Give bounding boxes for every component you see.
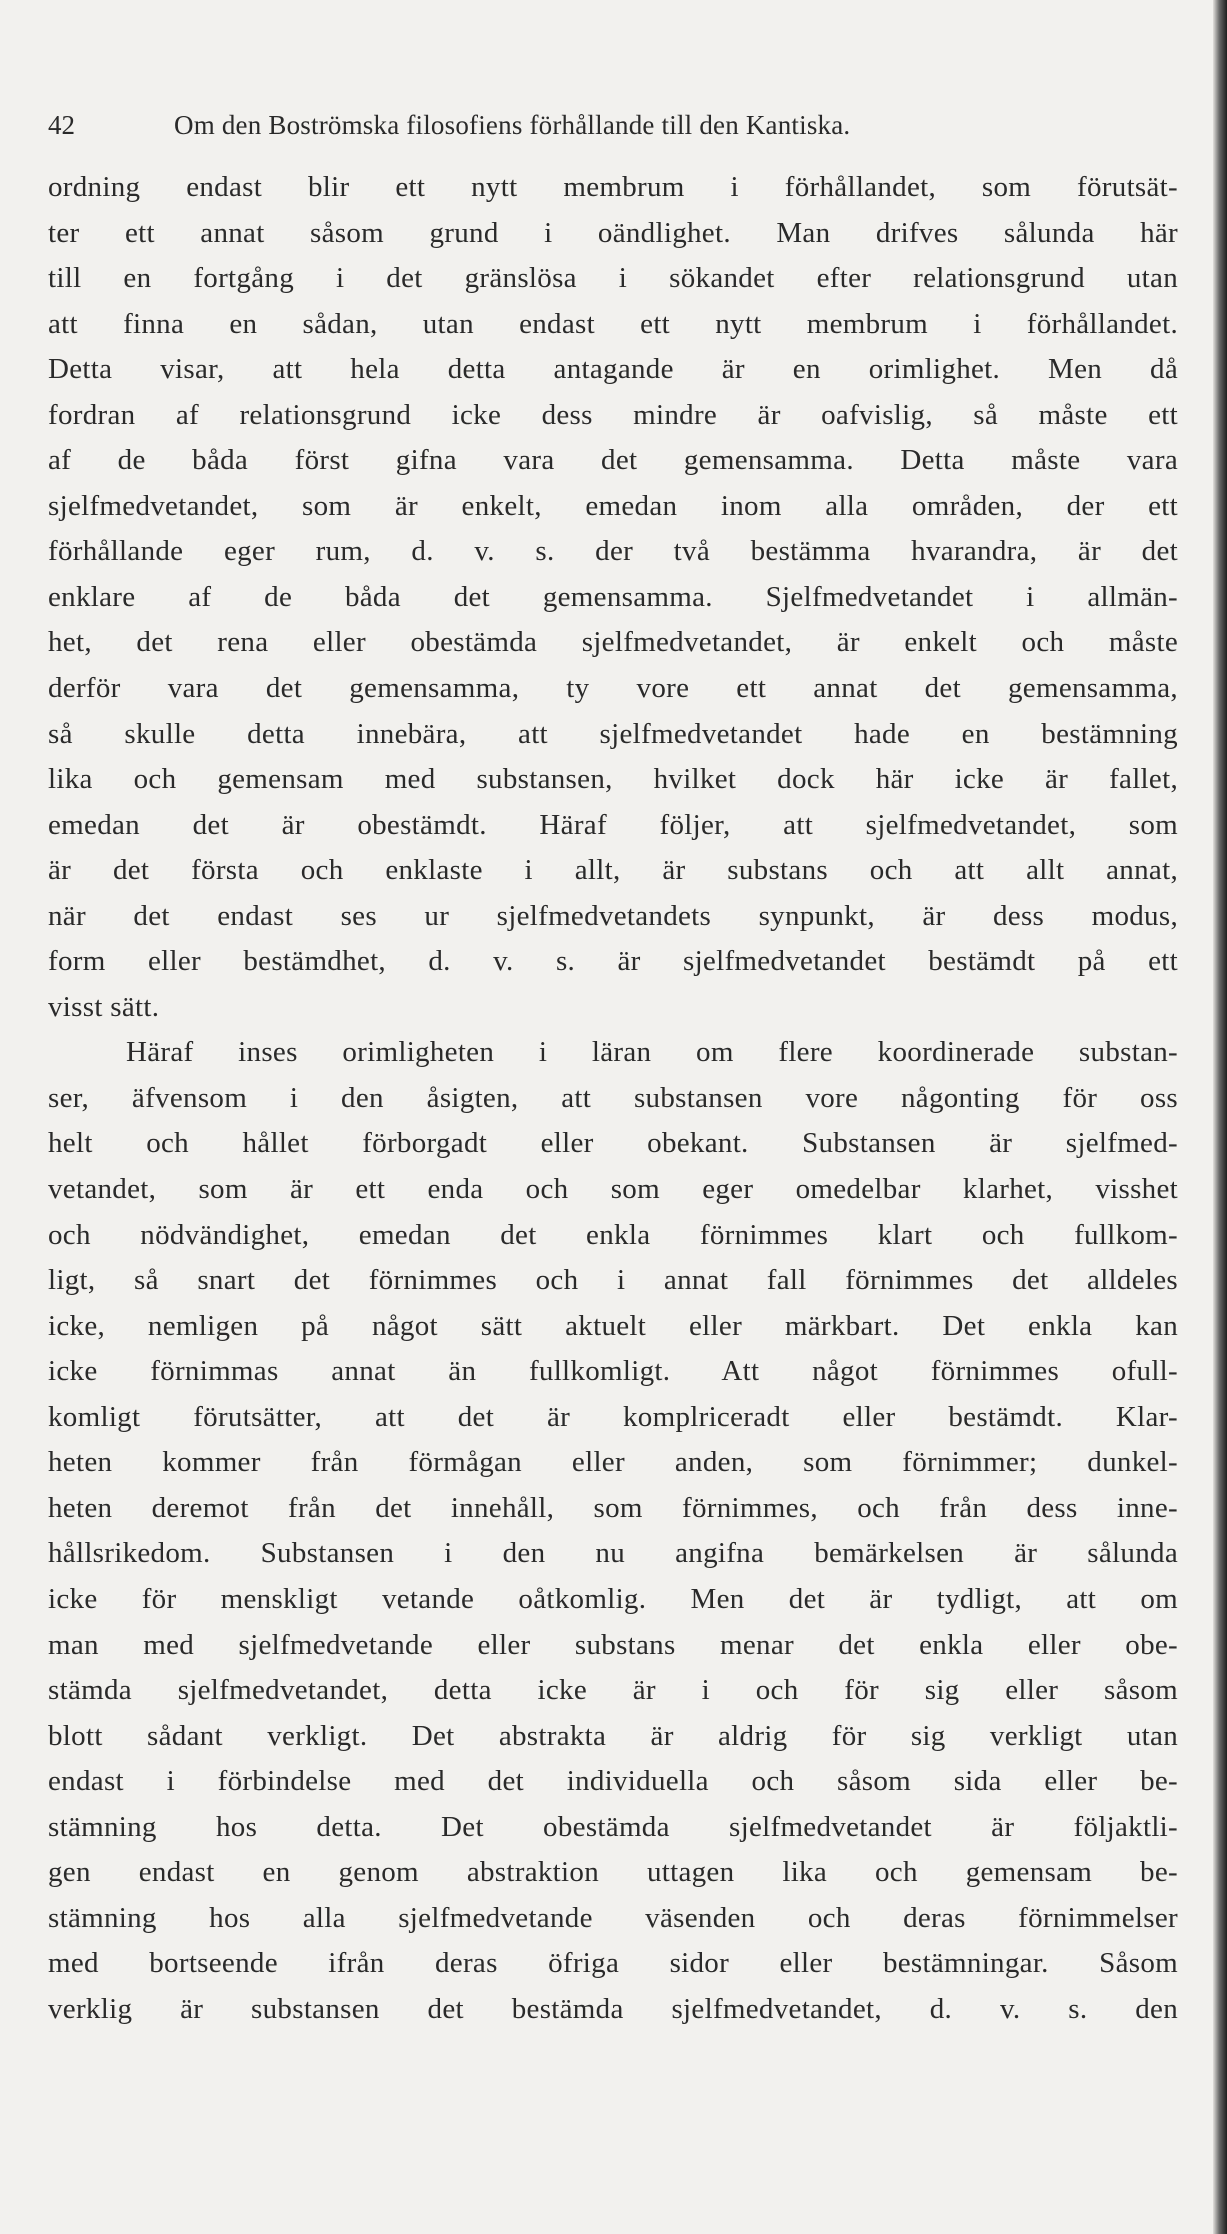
text-line: icke för menskligt vetande oåtkomlig. Men det är tydligt, att om bbox=[48, 1582, 1178, 1615]
text-line: af de båda först gifna vara det gemensamma. Detta måste vara bbox=[48, 444, 1178, 477]
text-line: när det endast ses ur sjelfmedvetandets synpunkt, är dess modus, bbox=[48, 899, 1178, 932]
text-line: gen endast en genom abstraktion uttagen lika och gemensam be- bbox=[48, 1856, 1178, 1889]
text-line: het, det rena eller obestämda sjelfmedvetandet, är enkelt och måste bbox=[48, 626, 1178, 659]
text-line: emedan det är obestämdt. Häraf följer, att sjelfmedvetandet, som bbox=[48, 808, 1178, 841]
text-line: ordning endast blir ett nytt membrum i förhållandet, som förutsät- bbox=[48, 171, 1178, 203]
text-line: stämning hos detta. Det obestämda sjelfmedvetandet är följaktli- bbox=[48, 1810, 1178, 1843]
text-line: helt och hållet förborgadt eller obekant. Substansen är sjelfmed- bbox=[48, 1127, 1178, 1160]
text-line: icke förnimmas annat än fullkomligt. Att något förnimmes ofull- bbox=[48, 1355, 1178, 1388]
text-line: förhållande eger rum, d. v. s. der två bestämma hvarandra, är det bbox=[48, 535, 1178, 568]
text-line: stämda sjelfmedvetandet, detta icke är i och för sig eller såsom bbox=[48, 1674, 1178, 1707]
text-line: och nödvändighet, emedan det enkla förnimmes klart och fullkom- bbox=[48, 1218, 1178, 1251]
text-line: till en fortgång i det gränslösa i sökandet efter relationsgrund utan bbox=[48, 262, 1178, 295]
paragraph-end-line: visst sätt. bbox=[48, 990, 160, 1023]
body-text bbox=[48, 165, 1178, 2032]
running-head-title: Om den Boströmska filosofiens förhållande till den Kantiska. bbox=[174, 110, 851, 140]
text-line: hållsrikedom. Substansen i den nu angifna bemärkelsen är sålunda bbox=[48, 1537, 1178, 1570]
book-page bbox=[48, 0, 1178, 2032]
text-line: ter ett annat såsom grund i oändlighet. Man drifves sålunda här bbox=[48, 216, 1178, 249]
page-number: 42 bbox=[48, 110, 75, 140]
text-line: verklig är substansen det bestämda sjelfmedvetandet, d. v. s. den bbox=[48, 1992, 1178, 2025]
page-edge-shadow bbox=[1213, 0, 1227, 2234]
text-line: ser, äfvensom i den åsigten, att substansen vore någonting för oss bbox=[48, 1081, 1178, 1114]
text-line: stämning hos alla sjelfmedvetande väsenden och deras förnimmelser bbox=[48, 1901, 1178, 1934]
text-line: med bortseende ifrån deras öfriga sidor eller bestämningar. Såsom bbox=[48, 1947, 1178, 1980]
text-line: man med sjelfmedvetande eller substans menar det enkla eller obe- bbox=[48, 1628, 1178, 1661]
text-line: att finna en sådan, utan endast ett nytt membrum i förhållandet. bbox=[48, 307, 1178, 340]
text-line: är det första och enklaste i allt, är substans och att allt annat, bbox=[48, 854, 1178, 887]
text-line: derför vara det gemensamma, ty vore ett annat det gemensamma, bbox=[48, 672, 1178, 705]
text-line: lika och gemensam med substansen, hvilket dock här icke är fallet, bbox=[48, 763, 1178, 796]
text-line: så skulle detta innebära, att sjelfmedvetandet hade en bestämning bbox=[48, 717, 1178, 750]
text-line: endast i förbindelse med det individuella och såsom sida eller be- bbox=[48, 1765, 1178, 1798]
text-line: ligt, så snart det förnimmes och i annat fall förnimmes det alldeles bbox=[48, 1264, 1178, 1297]
text-line: Detta visar, att hela detta antagande är en orimlighet. Men då bbox=[48, 353, 1178, 386]
running-head bbox=[48, 105, 1178, 165]
text-line: form eller bestämdhet, d. v. s. är sjelfmedvetandet bestämdt på ett bbox=[48, 945, 1178, 978]
text-line: heten deremot från det innehåll, som förnimmes, och från dess inne- bbox=[48, 1491, 1178, 1524]
text-line: blott sådant verkligt. Det abstrakta är aldrig för sig verkligt utan bbox=[48, 1719, 1178, 1752]
text-line: vetandet, som är ett enda och som eger omedelbar klarhet, visshet bbox=[48, 1173, 1178, 1206]
text-line: heten kommer från förmågan eller anden, som förnimmer; dunkel- bbox=[48, 1446, 1178, 1479]
text-line: enklare af de båda det gemensamma. Sjelfmedvetandet i allmän- bbox=[48, 580, 1178, 613]
text-line: sjelfmedvetandet, som är enkelt, emedan inom alla områden, der ett bbox=[48, 489, 1178, 522]
paragraph-start-line: Häraf inses orimligheten i läran om flere koordinerade substan- bbox=[126, 1036, 1178, 1069]
text-line: komligt förutsätter, att det är komplriceradt eller bestämdt. Klar- bbox=[48, 1400, 1178, 1433]
text-line: fordran af relationsgrund icke dess mindre är oafvislig, så måste ett bbox=[48, 398, 1178, 431]
text-line: icke, nemligen på något sätt aktuelt eller märkbart. Det enkla kan bbox=[48, 1309, 1178, 1342]
